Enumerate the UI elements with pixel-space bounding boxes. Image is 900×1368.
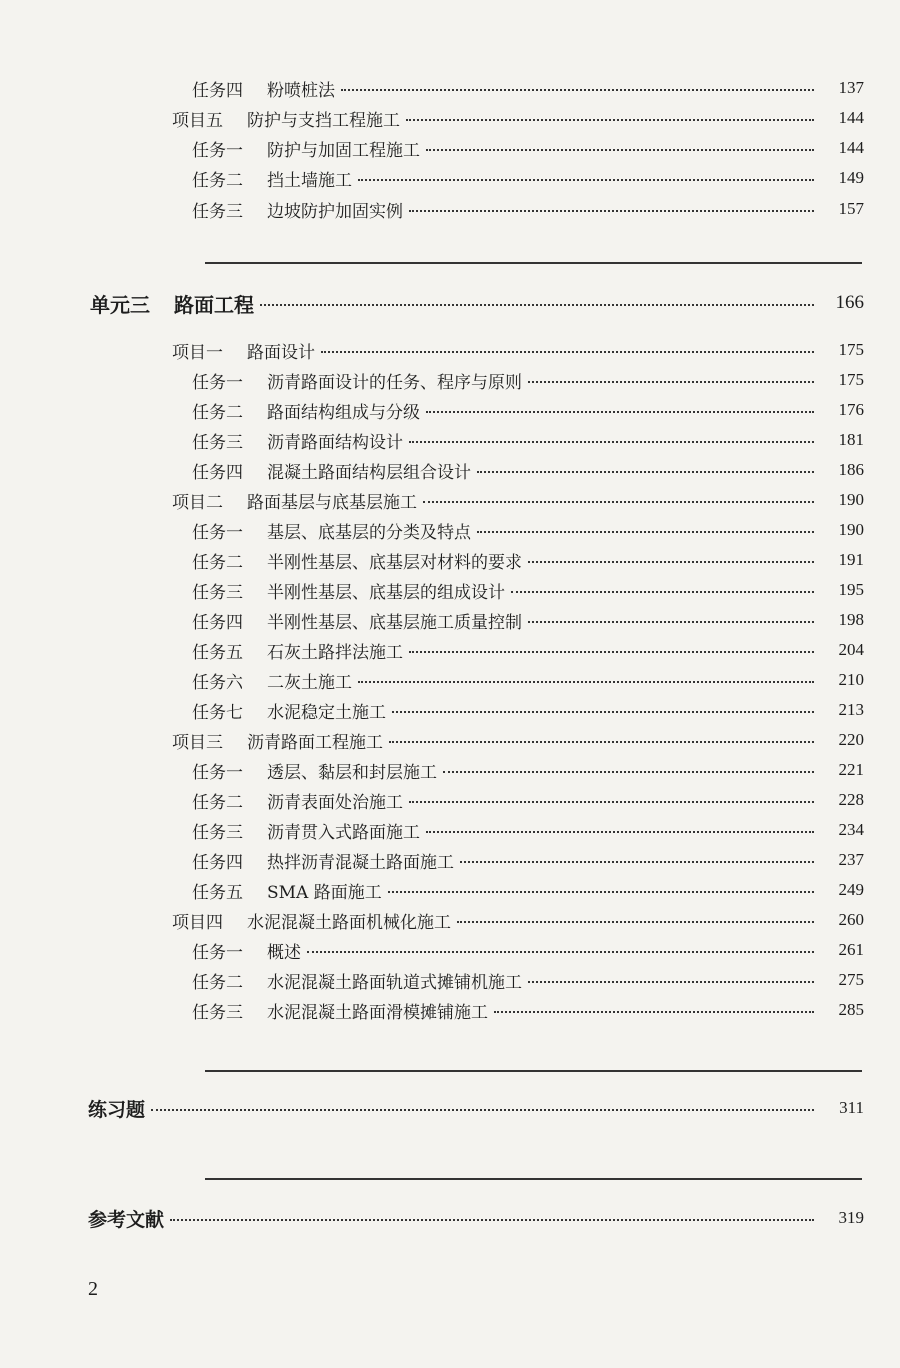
- entry-page: 186: [838, 460, 864, 479]
- leader-dots: [409, 210, 814, 212]
- entry-page: 221: [838, 760, 864, 779]
- entry-page: 213: [838, 700, 864, 719]
- toc-entry-task: [192, 575, 864, 605]
- entry-label: 任务一: [192, 942, 243, 963]
- toc-entry-task: [192, 815, 864, 845]
- leader-dots: [528, 981, 814, 983]
- toc-entry-task: [192, 365, 864, 395]
- entry-label: 项目二: [172, 492, 223, 513]
- entry-title: 沥青贯入式路面施工: [267, 822, 420, 843]
- leader-dots: [511, 591, 814, 593]
- entry-title: 透层、黏层和封层施工: [267, 762, 437, 783]
- entry-label: 项目一: [172, 342, 223, 363]
- entry-page: 249: [838, 880, 864, 899]
- leader-dots: [457, 921, 814, 923]
- entry-title: 概述: [267, 942, 301, 963]
- toc-entry-project: [172, 335, 864, 365]
- entry-title: 半刚性基层、底基层对材料的要求: [267, 552, 522, 573]
- entry-label: 任务一: [192, 140, 243, 161]
- entry-title: SMA 路面施工: [267, 882, 382, 903]
- entry-title: 路面基层与底基层施工: [247, 492, 417, 513]
- toc-entry-task: [192, 163, 864, 193]
- entry-title: 路面设计: [247, 342, 315, 363]
- entry-page: 234: [838, 820, 864, 839]
- toc-entry-task: [192, 395, 864, 425]
- toc-entry-task: [192, 515, 864, 545]
- entry-page: 275: [838, 970, 864, 989]
- entry-page: 198: [838, 610, 864, 629]
- entry-label: 任务七: [192, 702, 243, 723]
- leader-dots: [341, 89, 814, 91]
- entry-title: 沥青表面处治施工: [267, 792, 403, 813]
- entry-page: 157: [838, 199, 864, 218]
- leader-dots: [151, 1109, 814, 1111]
- entry-page: 144: [838, 138, 864, 157]
- entry-label: 任务三: [192, 432, 243, 453]
- leader-dots: [409, 441, 814, 443]
- entry-label: 任务二: [192, 792, 243, 813]
- entry-title: 水泥混凝土路面滑模摊铺施工: [267, 1002, 488, 1023]
- entry-page: 261: [838, 940, 864, 959]
- entry-label: 任务一: [192, 522, 243, 543]
- toc-entry-task: [192, 965, 864, 995]
- leader-dots: [528, 561, 814, 563]
- toc-entry-task: [192, 845, 864, 875]
- toc-entry-task: [192, 194, 864, 224]
- entry-title: 防护与加固工程施工: [267, 140, 420, 161]
- leader-dots: [389, 741, 814, 743]
- entry-title: 边坡防护加固实例: [267, 201, 403, 222]
- entry-title: 沥青路面设计的任务、程序与原则: [267, 372, 522, 393]
- entry-label: 任务三: [192, 582, 243, 603]
- entry-label: 任务四: [192, 462, 243, 483]
- leader-dots: [392, 711, 814, 713]
- entry-label: 任务五: [192, 882, 243, 903]
- entry-page: 204: [838, 640, 864, 659]
- leader-dots: [260, 304, 814, 306]
- leader-dots: [477, 531, 814, 533]
- entry-page: 195: [838, 580, 864, 599]
- toc-entry-exercises: [88, 1093, 864, 1123]
- leader-dots: [494, 1011, 814, 1013]
- entry-title: 水泥混凝土路面机械化施工: [247, 912, 451, 933]
- entry-title: 参考文献: [88, 1208, 165, 1231]
- leader-dots: [423, 501, 814, 503]
- entry-label: 任务四: [192, 612, 243, 633]
- entry-page: 220: [838, 730, 864, 749]
- entry-page: 285: [838, 1000, 864, 1019]
- entry-page: 237: [838, 850, 864, 869]
- entry-label: 任务三: [192, 822, 243, 843]
- section-divider: [205, 1070, 862, 1072]
- entry-title: 热拌沥青混凝土路面施工: [267, 852, 454, 873]
- entry-title: 二灰土施工: [267, 672, 352, 693]
- entry-label: 任务二: [192, 552, 243, 573]
- toc-entry-project: [172, 905, 864, 935]
- toc-entry-task: [192, 73, 864, 103]
- leader-dots: [406, 119, 814, 121]
- leader-dots: [528, 621, 814, 623]
- toc-entry-project: [172, 485, 864, 515]
- entry-page: 190: [838, 490, 864, 509]
- entry-label: 任务一: [192, 762, 243, 783]
- toc-entry-task: [192, 785, 864, 815]
- entry-label: 任务二: [192, 402, 243, 423]
- entry-title: 防护与支挡工程施工: [247, 110, 400, 131]
- leader-dots: [170, 1219, 814, 1221]
- toc-entry-project: [172, 103, 864, 133]
- entry-label: 任务三: [192, 201, 243, 222]
- toc-entry-task: [192, 665, 864, 695]
- entry-page: 176: [838, 400, 864, 419]
- entry-label: 任务二: [192, 170, 243, 191]
- section-divider: [205, 262, 862, 264]
- entry-title: 沥青路面工程施工: [247, 732, 383, 753]
- entry-label: 项目五: [172, 110, 223, 131]
- toc-entry-references: [88, 1203, 864, 1233]
- leader-dots: [358, 179, 814, 181]
- toc-entry-task: [192, 755, 864, 785]
- toc-entry-task: [192, 995, 864, 1025]
- toc-entry-task: [192, 545, 864, 575]
- entry-title: 基层、底基层的分类及特点: [267, 522, 471, 543]
- entry-label: 任务四: [192, 80, 243, 101]
- toc-entry-unit: [90, 288, 864, 318]
- entry-page: 311: [839, 1098, 864, 1117]
- leader-dots: [426, 149, 814, 151]
- leader-dots: [426, 831, 814, 833]
- entry-title: 挡土墙施工: [267, 170, 352, 191]
- entry-page: 175: [838, 340, 864, 359]
- entry-label: 任务六: [192, 672, 243, 693]
- toc-entry-project: [172, 725, 864, 755]
- entry-title: 粉喷桩法: [267, 80, 335, 101]
- entry-label: 单元三: [90, 292, 150, 317]
- entry-page: 260: [838, 910, 864, 929]
- entry-page: 210: [838, 670, 864, 689]
- leader-dots: [388, 891, 814, 893]
- entry-page: 149: [838, 168, 864, 187]
- entry-title: 路面结构组成与分级: [267, 402, 420, 423]
- toc-entry-task: [192, 695, 864, 725]
- leader-dots: [460, 861, 814, 863]
- entry-label: 任务四: [192, 852, 243, 873]
- entry-title: 路面工程: [174, 292, 254, 317]
- entry-label: 任务一: [192, 372, 243, 393]
- entry-label: 项目三: [172, 732, 223, 753]
- leader-dots: [321, 351, 814, 353]
- leader-dots: [477, 471, 814, 473]
- entry-page: 166: [835, 292, 864, 313]
- toc-entry-task: [192, 455, 864, 485]
- leader-dots: [528, 381, 814, 383]
- entry-label: 任务三: [192, 1002, 243, 1023]
- entry-title: 沥青路面结构设计: [267, 432, 403, 453]
- entry-page: 191: [838, 550, 864, 569]
- entry-label: 任务五: [192, 642, 243, 663]
- entry-page: 190: [838, 520, 864, 539]
- entry-title: 半刚性基层、底基层施工质量控制: [267, 612, 522, 633]
- entry-label: 任务二: [192, 972, 243, 993]
- page-number: 2: [88, 1278, 98, 1300]
- leader-dots: [443, 771, 814, 773]
- leader-dots: [307, 951, 814, 953]
- toc-entry-task: [192, 605, 864, 635]
- entry-title: 水泥混凝土路面轨道式摊铺机施工: [267, 972, 522, 993]
- entry-title: 石灰土路拌法施工: [267, 642, 403, 663]
- toc-entry-task: [192, 935, 864, 965]
- leader-dots: [358, 681, 814, 683]
- toc-entry-task: [192, 875, 864, 905]
- entry-page: 144: [838, 108, 864, 127]
- entry-label: 项目四: [172, 912, 223, 933]
- entry-title: 混凝土路面结构层组合设计: [267, 462, 471, 483]
- toc-entry-task: [192, 425, 864, 455]
- entry-title: 水泥稳定土施工: [267, 702, 386, 723]
- leader-dots: [426, 411, 814, 413]
- leader-dots: [409, 651, 814, 653]
- entry-title: 半刚性基层、底基层的组成设计: [267, 582, 505, 603]
- toc-entry-task: [192, 635, 864, 665]
- entry-page: 137: [838, 78, 864, 97]
- entry-page: 181: [838, 430, 864, 449]
- entry-page: 175: [838, 370, 864, 389]
- section-divider: [205, 1178, 862, 1180]
- entry-page: 228: [838, 790, 864, 809]
- toc-entry-task: [192, 133, 864, 163]
- entry-title: 练习题: [88, 1098, 146, 1121]
- leader-dots: [409, 801, 814, 803]
- entry-page: 319: [838, 1208, 864, 1227]
